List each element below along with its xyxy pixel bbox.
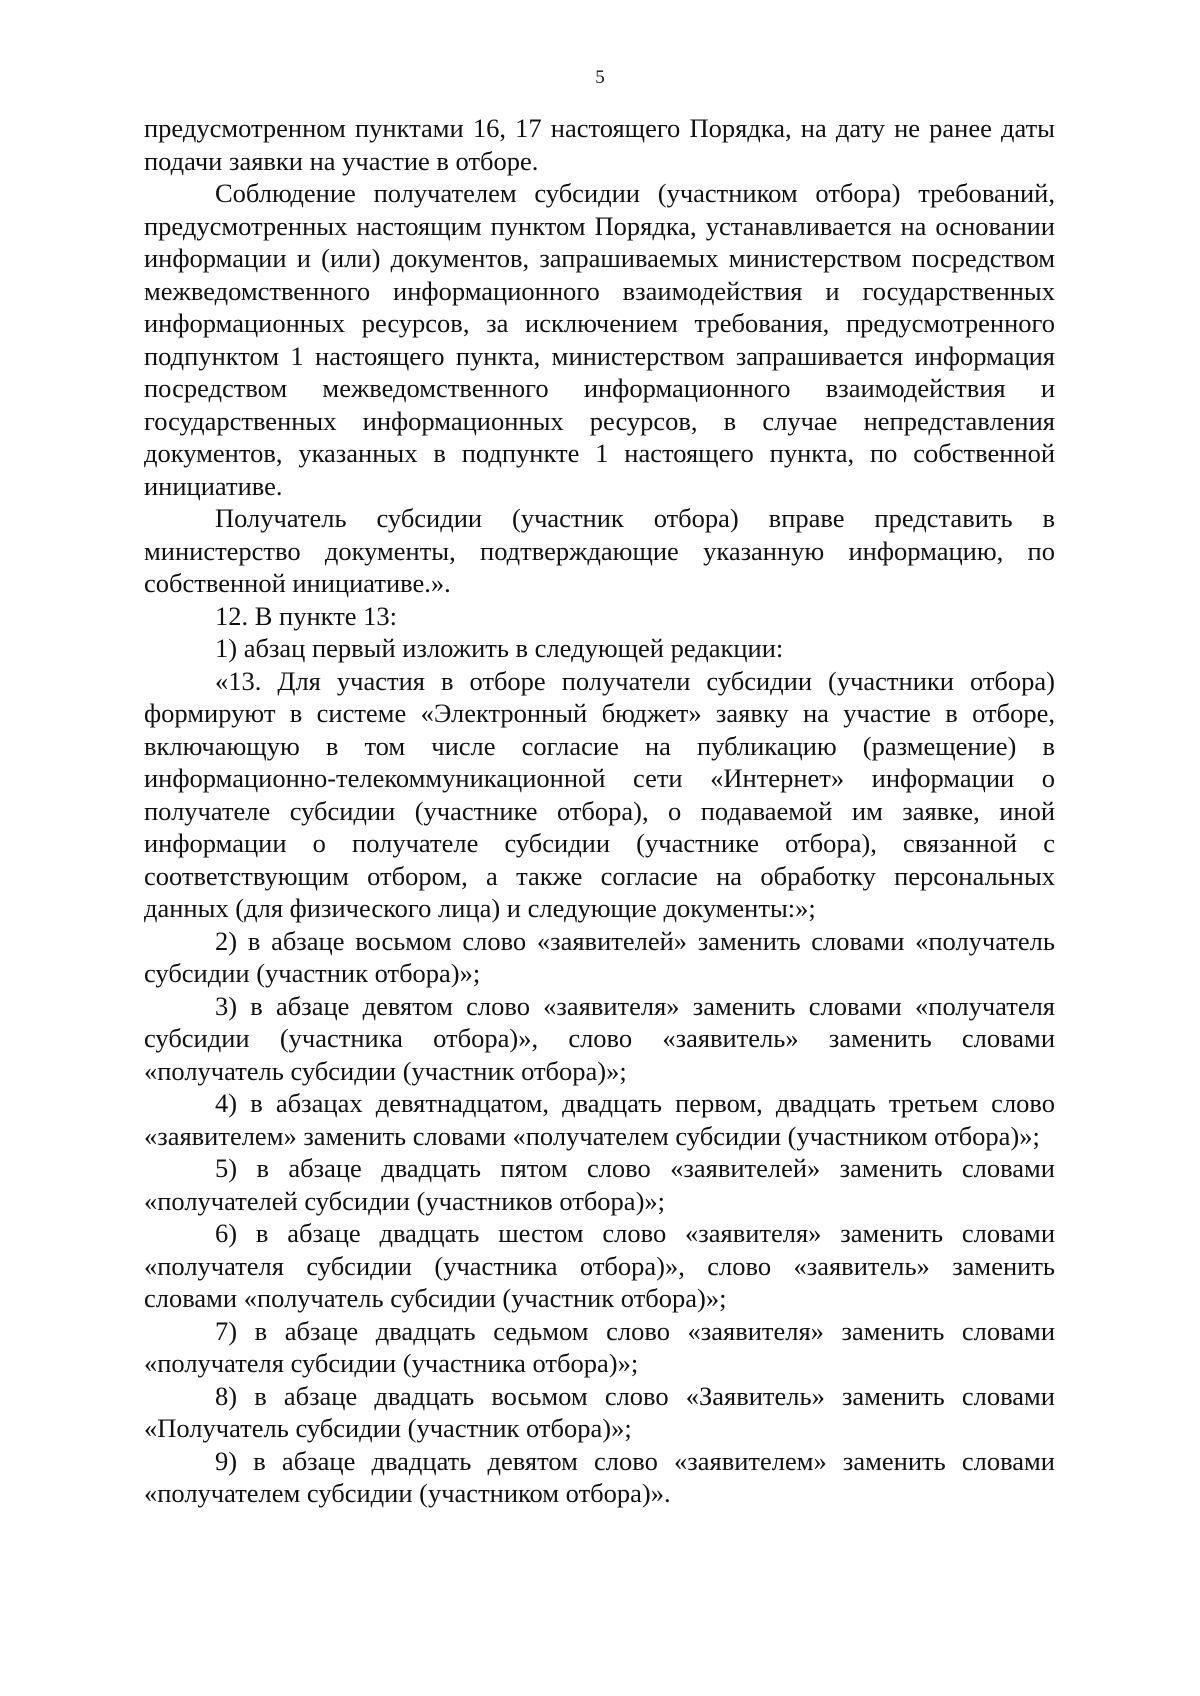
paragraph-continuation: предусмотренном пунктами 16, 17 настоящего Порядка, на дату не ранее даты подачи заявки на участие в отборе. xyxy=(144,113,1055,176)
paragraph-subitem-1: 1) абзац первый изложить в следующей редакции: xyxy=(215,633,784,663)
document-body xyxy=(144,112,1055,1510)
page-number: 5 xyxy=(595,67,605,88)
paragraph-subitem-4: 4) в абзацах девятнадцатом, двадцать первом, двадцать третьем слово «заявителем» заменить словами «получателем субсидии (участником отбора)»; xyxy=(144,1088,1055,1151)
paragraph-subitem-3: 3) в абзаце девятом слово «заявителя» заменить словами «получателя субсидии (участника отбора)», слово «заявитель» заменить словами «получатель субсидии (участник отбора)»; xyxy=(144,990,1055,1086)
paragraph-subitem-2: 2) в абзаце восьмом слово «заявителей» заменить словами «получатель субсидии (участник отбора)»; xyxy=(144,925,1055,988)
paragraph-right-to-submit: Получатель субсидии (участник отбора) вправе представить в министерство документы, подтверждающие указанную информацию, по собственной инициативе.». xyxy=(144,503,1055,598)
paragraph-subitem-8: 8) в абзаце двадцать восьмом слово «Заявитель» заменить словами «Получатель субсидии (участник отбора)»; xyxy=(144,1380,1055,1443)
paragraph-subitem-9: 9) в абзаце двадцать девятом слово «заявителем» заменить словами «получателем субсидии (участником отбора)». xyxy=(144,1445,1055,1508)
paragraph-item-12: 12. В пункте 13: xyxy=(215,600,398,631)
paragraph-point-13-text: «13. Для участия в отборе получатели субсидии (участники отбора) формируют в системе «Электронный бюджет» заявку на участие в отборе, включающую в том числе согласие на публикацию (размещение) в информационно-телекоммуникационной сети «Интернет» информации о получателе субсидии (участнике отбора), о подаваемой им заявке, иной информации о получателе субсидии (участнике отбора), связанной с соответствующим отбором, а также согласие на обработку персональных данных (для физического лица) и следующие документы:»; xyxy=(144,665,1055,923)
paragraph-subitem-7: 7) в абзаце двадцать седьмом слово «заявителя» заменить словами «получателя субсидии (участника отбора)»; xyxy=(144,1315,1055,1378)
paragraph-compliance: Соблюдение получателем субсидии (участником отбора) требований, предусмотренных настоящим пунктом Порядка, устанавливается на основании информации и (или) документов, запрашиваемых министерством посредством межведомственного информационного взаимодействия и государственных информационных ресурсов, за исключением требования, предусмотренного подпунктом 1 настоящего пункта, министерством запрашивается информация посредством межведомственного информационного взаимодействия и государственных информационных ресурсов, в случае непредставления документов, указанных в подпункте 1 настоящего пункта, по собственной инициативе. xyxy=(144,178,1055,501)
paragraph-subitem-6: 6) в абзаце двадцать шестом слово «заявителя» заменить словами «получателя субсидии (участника отбора)», слово «заявитель» заменить словами «получатель субсидии (участник отбора)»; xyxy=(144,1218,1055,1313)
paragraph-subitem-5: 5) в абзаце двадцать пятом слово «заявителей» заменить словами «получателей субсидии (участников отбора)»; xyxy=(144,1153,1055,1216)
